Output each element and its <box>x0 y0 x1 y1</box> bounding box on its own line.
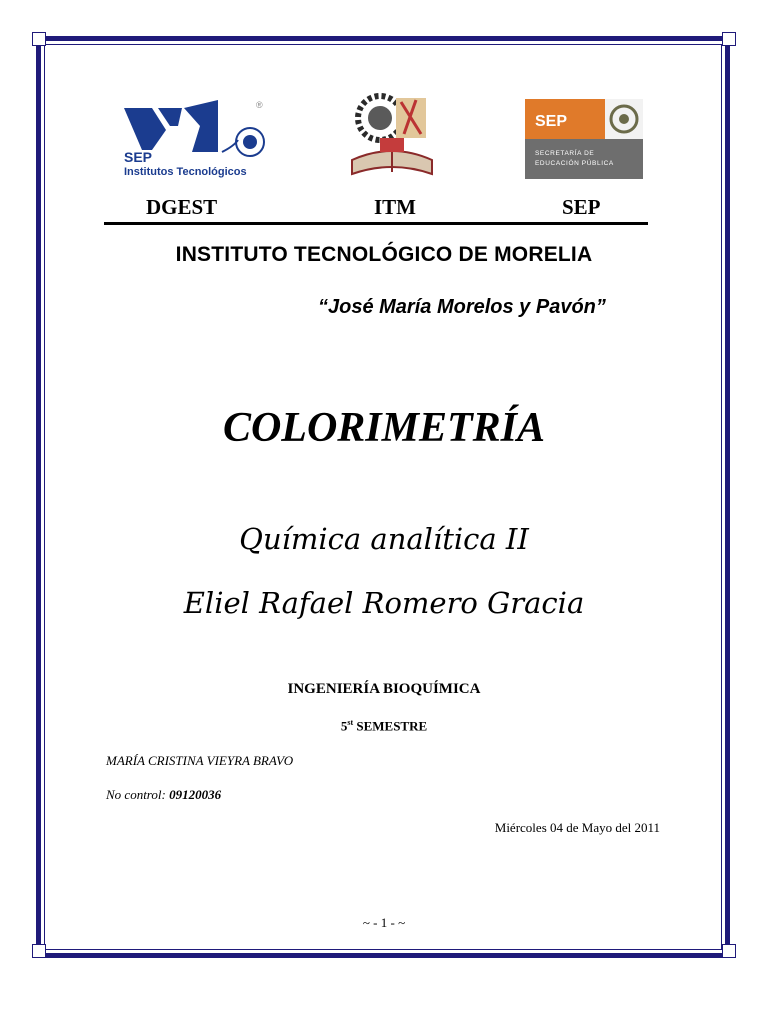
career-name: INGENIERÍA BIOQUÍMICA <box>287 681 481 697</box>
student-name: MARÍA CRISTINA VIEYRA BRAVO <box>106 753 294 768</box>
frame-corner-top-right <box>722 32 736 46</box>
subject-name: Química analítica II <box>239 522 529 556</box>
dgest-sep-logo <box>122 96 272 182</box>
motto: “José María Morelos y Pavón” <box>318 296 606 318</box>
semester <box>0 718 768 734</box>
page-number: ~ - 1 - ~ <box>362 915 406 930</box>
institution-name: INSTITUTO TECNOLÓGICO DE MORELIA <box>175 243 593 266</box>
itm-label: ITM <box>374 195 416 219</box>
document-title: COLORIMETRÍA <box>222 405 546 451</box>
control-value: 09120036 <box>169 787 222 802</box>
frame-corner-bottom-left <box>32 944 46 958</box>
svg-text:SECRETARÍA DE: SECRETARÍA DE <box>535 150 595 157</box>
itm-logo <box>346 88 438 180</box>
header-rule <box>104 222 648 225</box>
svg-text:EDUCACIÓN PÚBLICA: EDUCACIÓN PÚBLICA <box>535 160 614 167</box>
teacher-name: Eliel Rafael Romero Gracia <box>183 586 585 620</box>
control-label: No control: <box>106 787 166 802</box>
frame-corner-bottom-right <box>722 944 736 958</box>
document-date: Miércoles 04 de Mayo del 2011 <box>494 820 660 835</box>
dgest-label: DGEST <box>146 195 218 219</box>
semester-label: SEMESTRE <box>356 718 428 734</box>
svg-text:SEP: SEP <box>535 113 568 130</box>
control-number <box>106 787 221 803</box>
sep-label: SEP <box>562 195 601 219</box>
svg-text:SEP: SEP <box>124 149 153 165</box>
semester-suffix: st <box>347 718 354 727</box>
registered-mark: ® <box>256 100 263 110</box>
semester-number: 5 <box>340 718 348 734</box>
svg-text:Institutos Tecnológicos: Institutos Tecnológicos <box>124 166 247 178</box>
frame-corner-top-left <box>32 32 46 46</box>
sep-logo <box>525 99 643 179</box>
